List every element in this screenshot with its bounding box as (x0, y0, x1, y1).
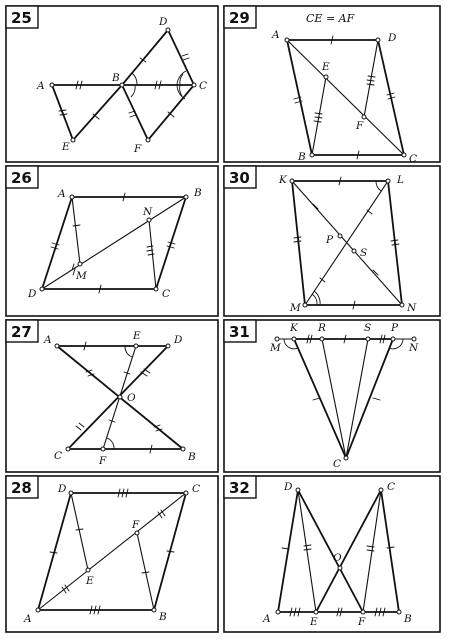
point-label: O (127, 392, 136, 404)
panel-26-figure (27, 187, 202, 300)
point-label: F (356, 120, 364, 132)
point-label: A (58, 188, 66, 200)
panel-27-number-box (6, 320, 38, 342)
point-label: C (199, 80, 208, 92)
point-label: C (409, 153, 418, 165)
point-label: D (58, 483, 67, 495)
point-label: E (133, 330, 141, 342)
point-label: E (310, 616, 318, 628)
point-label: B (188, 451, 196, 463)
point-label: F (358, 616, 366, 628)
panel-32-figure (262, 481, 412, 628)
panel-25-number: 25 (11, 9, 32, 27)
point-label: C (54, 450, 63, 462)
point-label: P (391, 322, 399, 334)
point-label: N (407, 302, 417, 314)
point-label: C (333, 458, 342, 470)
panel-32-number: 32 (229, 479, 250, 497)
point-label: D (28, 288, 37, 300)
panel-30-number-box (224, 166, 256, 188)
panel-30-figure (278, 174, 417, 314)
point-label: E (62, 141, 70, 153)
panel-25-figure (36, 16, 207, 155)
point-label: F (99, 455, 107, 467)
panel-25-number-box (6, 6, 38, 28)
panel-29-condition: CE = AF (306, 12, 355, 25)
panel-32-number-box (224, 476, 256, 498)
point-label: C (162, 288, 171, 300)
point-label: A (272, 29, 280, 41)
point-label: B (404, 613, 412, 625)
point-label: D (284, 481, 293, 493)
panel-26-number-box (6, 166, 38, 188)
panel-26-number: 26 (11, 169, 32, 187)
point-label: D (159, 16, 168, 28)
panel-31-frame (224, 320, 440, 472)
panel-28-number: 28 (11, 479, 32, 497)
point-label: P (326, 234, 334, 246)
panel-29-number-box (224, 6, 256, 28)
point-label: N (409, 342, 419, 354)
panel-28-number-box (6, 476, 38, 498)
point-label: B (298, 151, 306, 163)
point-label: N (143, 206, 153, 218)
point-label: F (132, 519, 140, 531)
point-label: B (194, 187, 202, 199)
point-label: L (397, 174, 404, 186)
point-label: S (360, 247, 368, 259)
point-label: B (159, 611, 167, 623)
point-label: C (192, 483, 201, 495)
point-label: R (318, 322, 326, 334)
panel-29-number: 29 (229, 9, 250, 27)
point-label: F (134, 143, 142, 155)
point-label: M (76, 270, 87, 282)
point-label: O (333, 552, 342, 564)
panel-30-number: 30 (229, 169, 250, 187)
point-label: S (364, 322, 372, 334)
point-label: K (290, 322, 298, 334)
panel-27-figure (43, 330, 196, 467)
panel-29-figure (271, 12, 417, 165)
point-label: K (279, 174, 287, 186)
point-label: B (112, 72, 120, 84)
point-label: A (44, 334, 52, 346)
point-label: M (270, 342, 281, 354)
point-label: D (174, 334, 183, 346)
point-label: A (263, 613, 271, 625)
point-label: D (388, 32, 397, 44)
panel-28-figure (23, 483, 200, 625)
point-label: C (387, 481, 396, 493)
point-label: E (86, 575, 94, 587)
point-label: M (290, 302, 301, 314)
panel-31-figure (269, 322, 419, 470)
point-label: E (322, 61, 330, 73)
point-label: A (37, 80, 45, 92)
panel-31-number-box (224, 320, 256, 342)
point-label: A (24, 613, 32, 625)
panel-31-number: 31 (229, 323, 250, 341)
panel-27-number: 27 (11, 323, 32, 341)
